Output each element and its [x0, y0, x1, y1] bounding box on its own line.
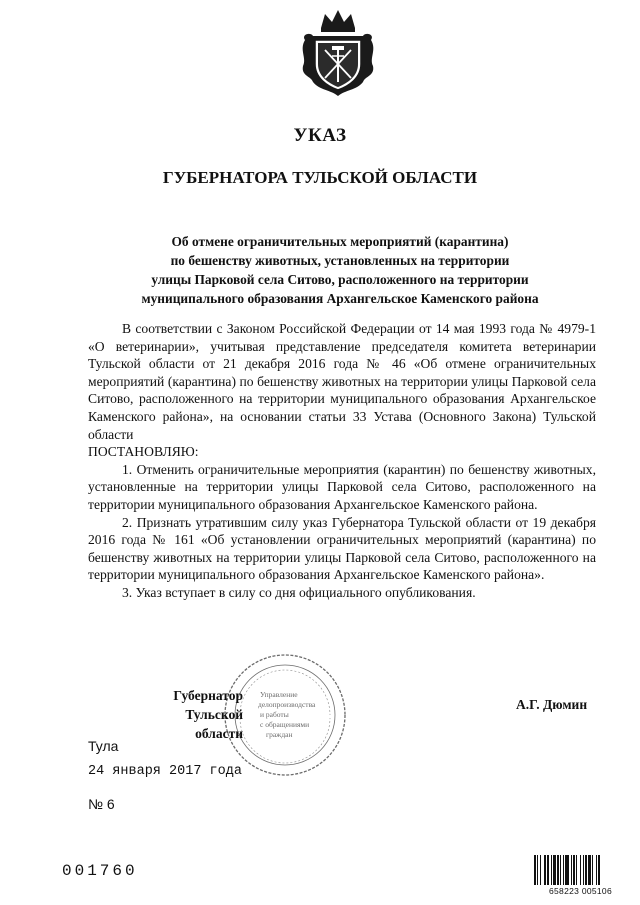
heading-line: улицы Парковой села Ситово, расположенного на территории	[151, 272, 529, 287]
heading-line: по бешенству животных, установленных на территории	[170, 253, 510, 268]
stamp-line: Управление	[260, 690, 298, 699]
stamp-line: и работы	[260, 710, 289, 719]
heading-line: муниципального образования Архангельское Каменского района	[141, 291, 539, 306]
clause-2-paragraph: 2. Признать утратившим силу указ Губернатора Тульской области от 19 декабря 2016 года № 161 «Об установлении ограничительных мероприятий (карантина) по бешенству животных на территории улицы Парковой села Ситово, расположенного на территории муниципального образования Архангельское Каменского района».	[88, 514, 596, 583]
signatory-position-line2: Тульской области	[185, 707, 243, 741]
signatory-position-line1: Губернатор	[173, 688, 243, 703]
issue-date: 24 января 2017 года	[88, 764, 242, 779]
heading-line: Об отмене ограничительных мероприятий (карантина)	[171, 234, 509, 249]
decree-heading	[100, 232, 580, 308]
decree-subtitle: ГУБЕРНАТОРА ТУЛЬСКОЙ ОБЛАСТИ	[162, 168, 478, 187]
stamp-line: граждан	[266, 730, 293, 739]
decree-number: № 6	[88, 796, 115, 812]
stamp-line: делопроизводства	[258, 700, 316, 709]
signatory-position	[137, 686, 243, 743]
barcode	[534, 855, 627, 895]
decree-title: УКАЗ	[293, 125, 347, 146]
resolve-word: ПОСТАНОВЛЯЮ:	[88, 444, 199, 460]
tula-coat-of-arms-emblem	[299, 6, 377, 98]
stamp-line: с обращениями	[260, 720, 310, 729]
decree-body	[88, 320, 596, 602]
preamble-paragraph: В соответствии с Законом Российской Федерации от 14 мая 1993 года № 4979-1 «О ветеринарии», учитывая представление председателя комитета ветеринарии Тульской области от 21 декабря 2016 года № 46 «Об отмене ограничительных мероприятий (карантина) по бешенству животных на территории улицы Парковой села Ситово, расположенного на территории муниципального образования Архангельское Каменского района», на основании статьи 33 Устава (Основного Закона) Тульской области	[88, 321, 596, 442]
clause-3-paragraph: 3. Указ вступает в силу со дня официального опубликования.	[122, 584, 476, 600]
barcode-number: 658223 005106	[549, 886, 612, 896]
barcode-bars	[534, 855, 627, 885]
issue-place: Тула	[88, 738, 119, 754]
serial-number: 001760	[62, 862, 138, 880]
signatory-name: А.Г. Дюмин	[516, 697, 588, 712]
clause-1-paragraph: 1. Отменить ограничительные мероприятия (карантин) по бешенству животных, установленные на территории улицы Парковой села Ситово, расположенного на территории муниципального образования Архангельское Каменского района.	[88, 461, 596, 512]
